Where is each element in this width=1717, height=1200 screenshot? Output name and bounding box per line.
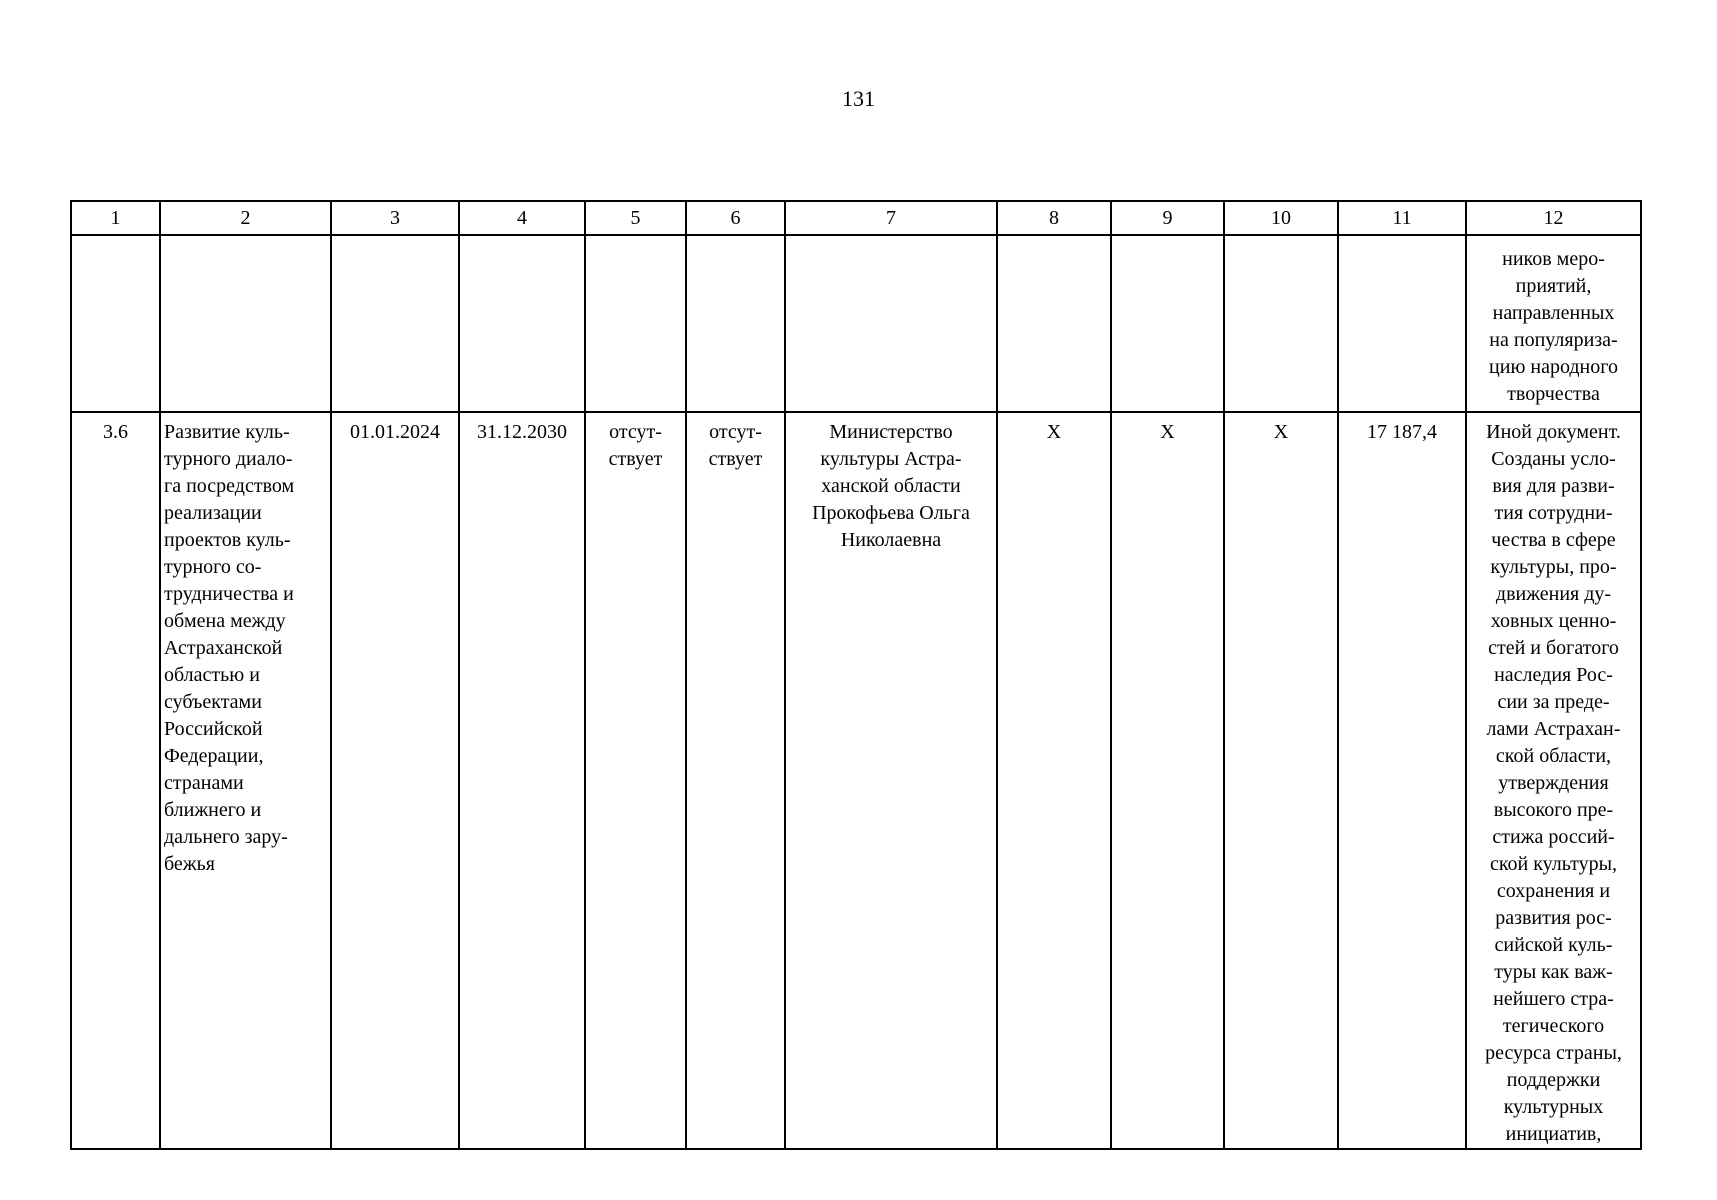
column-header: 5 <box>585 201 686 235</box>
program-table <box>70 200 1642 1150</box>
table-header-row <box>71 201 1641 235</box>
table-cell <box>785 235 997 412</box>
column-header: 2 <box>160 201 331 235</box>
responsible-cell: Министерство культуры Астра- ханской области Прокофьева Ольга Николаевна <box>785 412 997 1149</box>
table-cell <box>71 235 160 412</box>
column-header: 11 <box>1338 201 1466 235</box>
table-cell <box>331 235 459 412</box>
column-header: 6 <box>686 201 785 235</box>
col9-cell: X <box>1111 412 1224 1149</box>
column-header: 9 <box>1111 201 1224 235</box>
event-name-cell: Развитие куль- турного диало- га посредством реализации проектов куль- турного со- трудничества и обмена между Астраханской областью и субъектами Российской Федерации, странами ближнего и дальнего зару- бежья <box>160 412 331 1149</box>
column-header: 7 <box>785 201 997 235</box>
result-cell: Иной документ. Созданы усло- вия для разви- тия сотрудни- чества в сфере культуры, про- движения ду- ховных ценно- стей и богатого наследия Рос- сии за преде- лами Астрахан- ской области, утверждения высокого пре- стижа россий- ской культуры, сохранения и развития рос- сийской куль- туры как важ- нейшего стра- тегического ресурса страны, поддержки культурных инициатив, <box>1466 412 1641 1149</box>
table-cell <box>459 235 585 412</box>
row-number-cell: 3.6 <box>71 412 160 1149</box>
col10-cell: X <box>1224 412 1338 1149</box>
column-header: 1 <box>71 201 160 235</box>
start-date-cell: 01.01.2024 <box>331 412 459 1149</box>
col6-cell: отсут- ствует <box>686 412 785 1149</box>
table-cell <box>997 235 1111 412</box>
table-row-3-6 <box>71 412 1641 1149</box>
page-number: 131 <box>842 86 875 111</box>
column-header: 4 <box>459 201 585 235</box>
end-date-cell: 31.12.2030 <box>459 412 585 1149</box>
col5-cell: отсут- ствует <box>585 412 686 1149</box>
continuation-result-cell: ников меро- приятий, направленных на популяриза- цию народного творчества <box>1466 235 1641 412</box>
column-header: 12 <box>1466 201 1641 235</box>
amount-cell: 17 187,4 <box>1338 412 1466 1149</box>
table-cell <box>1224 235 1338 412</box>
column-header: 10 <box>1224 201 1338 235</box>
table-row-continuation <box>71 235 1641 412</box>
column-header: 8 <box>997 201 1111 235</box>
table-cell <box>686 235 785 412</box>
table-cell <box>585 235 686 412</box>
table-cell <box>1338 235 1466 412</box>
column-header: 3 <box>331 201 459 235</box>
table-cell <box>160 235 331 412</box>
table-cell <box>1111 235 1224 412</box>
col8-cell: X <box>997 412 1111 1149</box>
